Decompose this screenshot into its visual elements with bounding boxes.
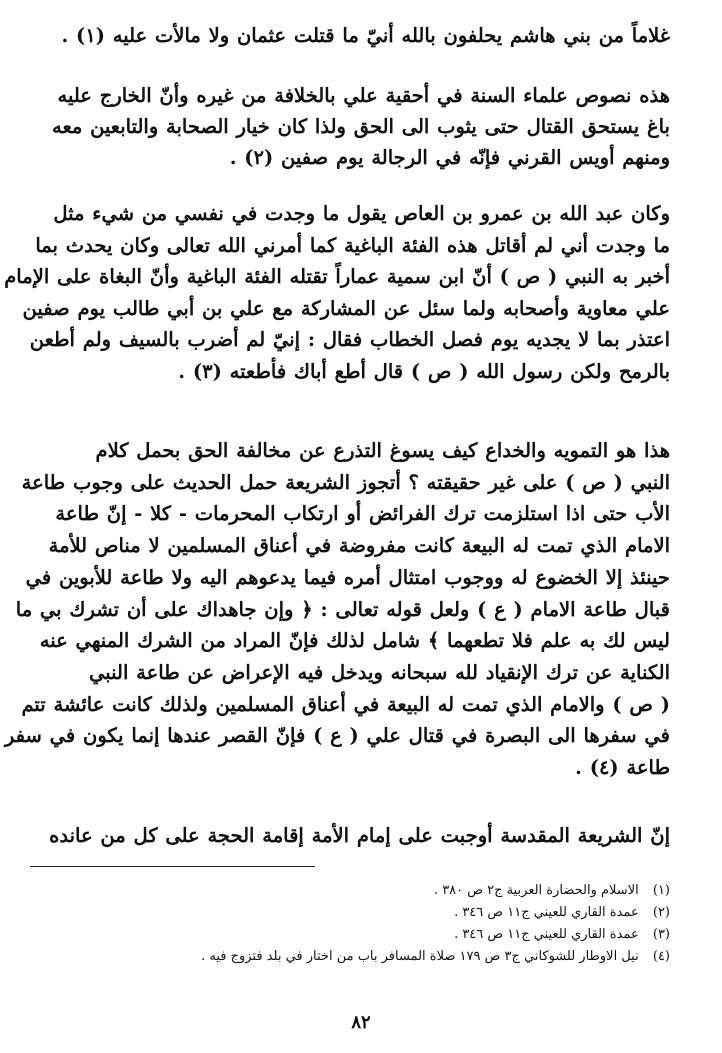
footnote-number: (٢) [652,905,670,920]
footnote-item [70,924,670,946]
paragraph-3 [4,198,670,387]
footnote-divider [30,866,315,867]
footnote-item [70,880,670,902]
text-line: اعتذر بما لا يجديه يوم فصل الخطاب فقال : إنيّ لم أضرب بالسيف ولم أطعن [29,328,670,351]
text-line: الامام الذي تمت له البيعة كانت مفروضة في أعناق المسلمين لا مناص للأمة [48,534,670,558]
text-line: طاعة (٤) . [575,756,670,780]
paragraph-5 [49,820,670,851]
footnote-text: الاسلام والحضارة العربية ج٢ ص ٣٨٠ . [433,883,639,898]
text-line: حينئذ إلا الخضوع له ووجوب امتثال أمره فيما يدعوهم اليه ولا طاعة للأبوين في [25,565,670,589]
page-number: ٨٢ [351,1012,371,1033]
text-line: غلاماً من بني هاشم يحلفون بالله أنيّ ما قتلت عثمان ولا مالأت عليه (١) . [61,24,670,47]
text-line: الكناية عن ترك الإنقياد لله سبحانه ويدخل فيه الإعراض عن طاعة النبي [89,660,670,684]
paragraph-1 [61,20,670,51]
footnote-item [70,902,670,924]
text-line: علي معاوية وأصحابه ولما سئل عن المشاركة مع علي بن أبي طالب يوم صفين [22,296,670,320]
footnotes-list [70,880,670,968]
text-line: وكان عبد الله بن عمرو بن العاص يقول ما وجدت في نفسي من شيء مثل [53,202,670,225]
paragraph-2 [51,80,670,173]
footnote-text: نيل الاوطار للشوكاني ج٣ ص ١٧٩ صلاة المسافر باب من اختار في بلد فتزوج فيه . [201,949,639,964]
text-line: هذه نصوص علماء السنة في أحقية علي بالخلافة من غيره وأنّ الخارج عليه [57,84,670,107]
text-line: أخبر به النبي ( ص ) أنّ ابن سمية عماراً تقتله الفئة الباغية وأنّ البغاة على الإمام [4,265,670,288]
text-line: في سفرها الى البصرة في قتال علي ( ع ) فإنّ القصر عندها إنما يكون في سفر [4,724,670,748]
footnote-text: عمدة القاري للعيني ج١١ ص ٣٤٦ . [454,905,639,920]
text-line: الأب حتى اذا استلزمت ترك الفرائض أو ارتكاب المحرمات - كلا - إنّ طاعة [55,502,670,526]
text-line: ما وجدت أني لم أقاتل هذه الفئة الباغية كما أمرني الله تعالى وكان يحدث بما [35,233,670,257]
footnote-number: (٤) [652,949,670,964]
paragraph-4 [4,435,670,784]
footnote-text: عمدة القاري للعيني ج١١ ص ٣٤٦ . [454,927,639,942]
text-line: ومنهم أويس القرني فإنّه في الرجالة يوم صفين (٢) . [229,146,670,169]
text-line: باغ يستحق القتال حتى يثوب الى الحق ولذا كان خيار الصحابة والتابعين معه [51,115,670,138]
text-line: قبال طاعة الامام ( ع ) ولعل قوله تعالى : ﴿ وإن جاهداك على أن تشرك بي ما [15,597,670,621]
footnote-number: (٣) [652,927,670,942]
text-line: النبي ( ص ) على غير حقيقته ؟ أتجوز الشريعة حمل الحديث على وجوب طاعة [21,470,670,494]
text-line: إنّ الشريعة المقدسة أوجبت على إمام الأمة إقامة الحجة على كل من عانده [49,824,670,847]
text-line: ( ص ) والامام الذي تمت له البيعة في أعناق المسلمين ولذلك كانت عائشة تتم [21,692,670,716]
text-line: هذا هو التمويه والخداع كيف يسوغ التذرع عن مخالفة الحق بحمل كلام [95,439,670,462]
footnote-number: (١) [652,883,670,898]
footnote-item [70,946,670,968]
text-line: ليس لك به علم فلا تطعهما ﴾ شامل لذلك فإنّ المراد من الشرك المنهي عنه [39,629,670,653]
text-line: بالرمح ولكن رسول الله ( ص ) قال أطع أباك فأطعته (٣) . [178,359,670,383]
